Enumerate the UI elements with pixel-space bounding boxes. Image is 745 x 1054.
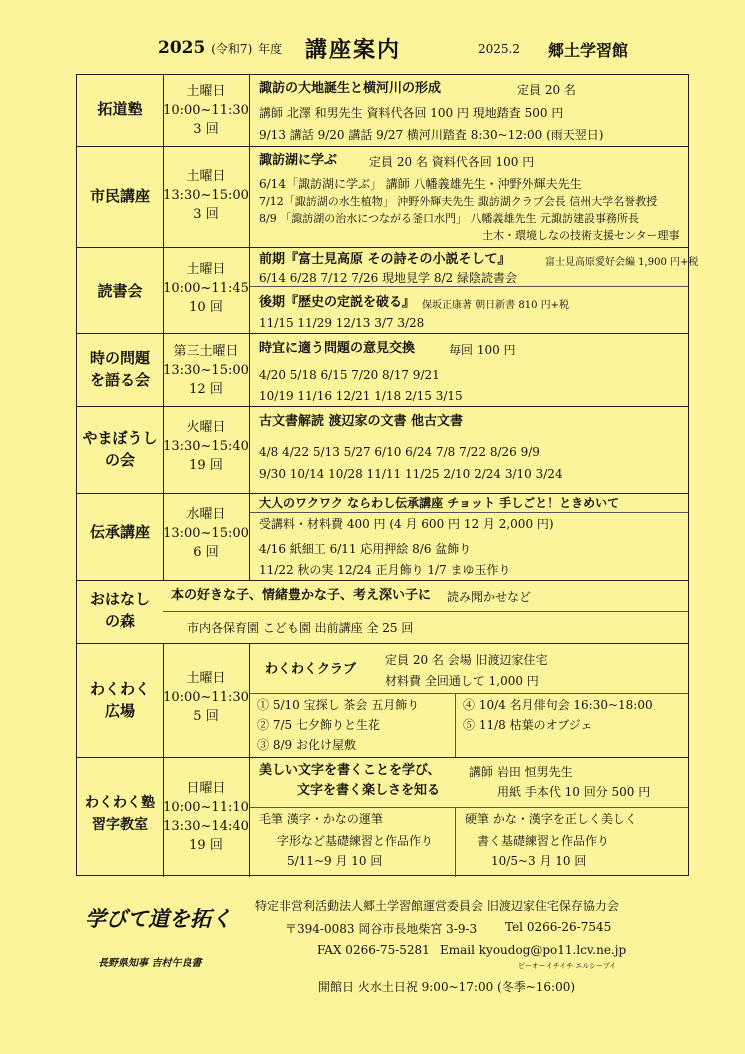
course-name-dokusho: 読書会 — [97, 282, 143, 300]
footer-fax: FAX 0266-75-5281 — [317, 943, 430, 957]
course-title-yamabo: 古文書解読 渡辺家の文書 他古文書 — [259, 414, 464, 429]
footer-org: 特定非営利活動法人郷土学習館運営委員会 旧渡辺家住宅保存協力会 — [255, 899, 619, 913]
course-schedule-shimin: 土曜日 13:30~15:00 3 回 — [163, 169, 249, 222]
session2-shimin: 7/12「諏訪湖の水生植物」 沖野外輝夫先生 諏訪湖クラブ会長 信州大学名誉教授 — [259, 195, 658, 208]
event-4-wakuwaku: ④ 10/4 名月俳句会 16:30~18:00 — [463, 698, 653, 712]
footer-tel: Tel 0266-26-7545 — [505, 920, 612, 934]
capacity-shimin: 定員 20 名 資料代各回 100 円 — [369, 155, 535, 169]
course-schedule-shuji: 日曜日 10:00~11:10 13:30~14:40 19 回 — [163, 781, 249, 853]
capacity-wakuwaku: 定員 20 名 会場 旧渡辺家住宅 — [385, 653, 548, 667]
dates-takudo: 9/13 講話 9/20 講話 9/27 横河川踏査 8:30~12:00 (雨天翌日) — [259, 128, 604, 142]
event-2-wakuwaku: ② 7/5 七夕飾りと生花 — [257, 718, 380, 732]
event-5-wakuwaku: ⑤ 11/8 枯葉のオブジェ — [463, 718, 593, 732]
dates2-toki: 10/19 11/16 12/21 1/18 2/15 3/15 — [259, 389, 463, 403]
book1-info-dokusho: 富士見高原愛好会編 1,900 円+税 — [545, 257, 699, 268]
venues-ohanashi: 市内各保育園 こども園 出前講座 全 25 回 — [187, 621, 414, 635]
event-1-wakuwaku: ① 5/10 宝探し 茶会 五月飾り — [257, 698, 420, 712]
calligraphy-motto: 学びて道を拓く — [85, 906, 232, 931]
lecturer-takudo: 講師 北澤 和男先生 資料代各回 100 円 現地踏査 500 円 — [259, 106, 564, 120]
brush-dates-shuji: 5/11~9 月 10 回 — [287, 854, 383, 868]
course-name-shimin: 市民講座 — [89, 187, 150, 205]
book2-info-dokusho: 保坂正康著 朝日新書 810 円+税 — [422, 300, 570, 311]
fee-densho: 受講料・材料費 400 円 (4 月 600 円 12 月 2,000 円) — [259, 517, 554, 531]
dates2-densho: 11/22 秋の実 12/24 正月飾り 1/7 まゆ玉作り — [259, 563, 511, 577]
session1-shimin: 6/14「諏訪湖に学ぶ」 講師 八幡義雄先生・沖野外輝夫先生 — [259, 177, 582, 191]
header-org: 郷土学習館 — [548, 41, 629, 60]
dates1-yamabo: 4/8 4/22 5/13 5/27 6/10 6/24 7/8 7/22 8/26 9/9 — [259, 445, 540, 459]
course-name-shuji: わくわく塾 習字教室 — [85, 795, 155, 833]
dates2-dokusho: 11/15 11/29 12/13 3/7 3/28 — [259, 316, 425, 330]
footer-address: 〒394-0083 岡谷市長地柴宮 3-9-3 — [285, 922, 478, 936]
header-date: 2025.2 — [478, 42, 520, 56]
fee-shuji: 用紙 手本代 10 回分 500 円 — [497, 785, 651, 799]
pen-desc-shuji: 書く基礎練習と作品作り — [477, 834, 610, 848]
email-reading: ピーオーイチイチ エルシーブイ — [518, 962, 617, 970]
fee-wakuwaku: 材料費 全回通して 1,000 円 — [385, 674, 539, 688]
dates1-densho: 4/16 紙細工 6/11 応用押絵 8/6 盆飾り — [259, 542, 472, 556]
activity-ohanashi: 読み聞かせなど — [447, 590, 532, 604]
brush-desc-shuji: 字形など基礎練習と作品作り — [277, 834, 434, 848]
header-year: 2025 (令和7) 年度 — [158, 38, 283, 58]
course-title-toki: 時宜に適う問題の意見交換 — [259, 341, 416, 356]
subtitle-shuji: 文字を書く楽しさを知る — [297, 783, 441, 798]
course-name-takudo: 拓道塾 — [97, 100, 143, 118]
dates2-yamabo: 9/30 10/14 10/28 11/11 11/25 2/10 2/24 3/10 3/24 — [259, 467, 563, 481]
course-title-densho: 大人のワクワク ならわし伝承講座 チョット 手しごと！ときめいて — [259, 496, 620, 510]
course-name-densho: 伝承講座 — [89, 523, 150, 541]
course-title-wakuwaku: わくわくクラブ — [265, 662, 357, 677]
course-name-wakuwaku: わくわく 広場 — [89, 680, 150, 720]
course-schedule-wakuwaku: 土曜日 10:00~11:30 5 回 — [163, 671, 249, 724]
fee-toki: 毎回 100 円 — [449, 343, 516, 357]
brush-title-shuji: 毛筆 漢字・かなの運筆 — [259, 812, 383, 826]
course-schedule-dokusho: 土曜日 10:00~11:45 10 回 — [163, 262, 249, 315]
course-name-toki: 時の問題 を語る会 — [89, 349, 150, 389]
book2-dokusho: 後期『歴史の定説を破る』 — [259, 295, 416, 310]
page-title: 講座案内 — [305, 37, 402, 63]
book1-dokusho: 前期『富士見高原 その詩その小説そして』 — [259, 252, 511, 267]
pen-title-shuji: 硬筆 かな・漢字を正しく美しく — [465, 812, 637, 826]
lecturer-shuji: 講師 岩田 恒男先生 — [469, 765, 573, 779]
pen-dates-shuji: 10/5~3 月 10 回 — [491, 854, 587, 868]
footer-open-hours: 開館日 火水土日祝 9:00~17:00 (冬季~16:00) — [318, 980, 576, 994]
session3-shimin: 8/9 「諏訪湖の治水につながる釜口水門」 八幡義雄先生 元諏訪建設事務所長 — [259, 212, 639, 225]
course-title-ohanashi: 本の好きな子、情緒豊かな子、考え深い子に — [171, 588, 432, 603]
dates1-dokusho: 6/14 6/28 7/12 7/26 現地見学 8/2 緑陰読書会 — [259, 271, 517, 285]
course-name-ohanashi: おはなし の森 — [89, 590, 150, 630]
calligraphy-signature: 長野県知事 吉村午良書 — [98, 958, 202, 969]
event-3-wakuwaku: ③ 8/9 お化け屋敷 — [257, 738, 356, 752]
dates1-toki: 4/20 5/18 6/15 7/20 8/17 9/21 — [259, 368, 440, 382]
session3-title-shimin: 土木・環境しなの技術支援センター理事 — [482, 229, 680, 242]
course-table — [76, 74, 699, 876]
capacity-takudo: 定員 20 名 — [517, 83, 576, 97]
footer-email[interactable]: Email kyoudog@po11.lcv.ne.jp — [440, 943, 627, 957]
course-name-yamabo: やまぼうし の会 — [82, 429, 158, 469]
course-schedule-toki: 第三土曜日 13:30~15:00 12 回 — [163, 344, 249, 397]
course-schedule-takudo: 土曜日 10:00~11:30 3 回 — [163, 84, 249, 137]
course-title-shuji: 美しい文字を書くことを学び、 — [259, 763, 441, 778]
course-title-shimin: 諏訪湖に学ぶ — [259, 153, 338, 168]
course-schedule-yamabo: 火曜日 13:30~15:40 19 回 — [163, 420, 249, 473]
course-schedule-densho: 水曜日 13:00~15:00 6 回 — [163, 507, 249, 560]
course-title-takudo: 諏訪の大地誕生と横河川の形成 — [259, 81, 442, 96]
